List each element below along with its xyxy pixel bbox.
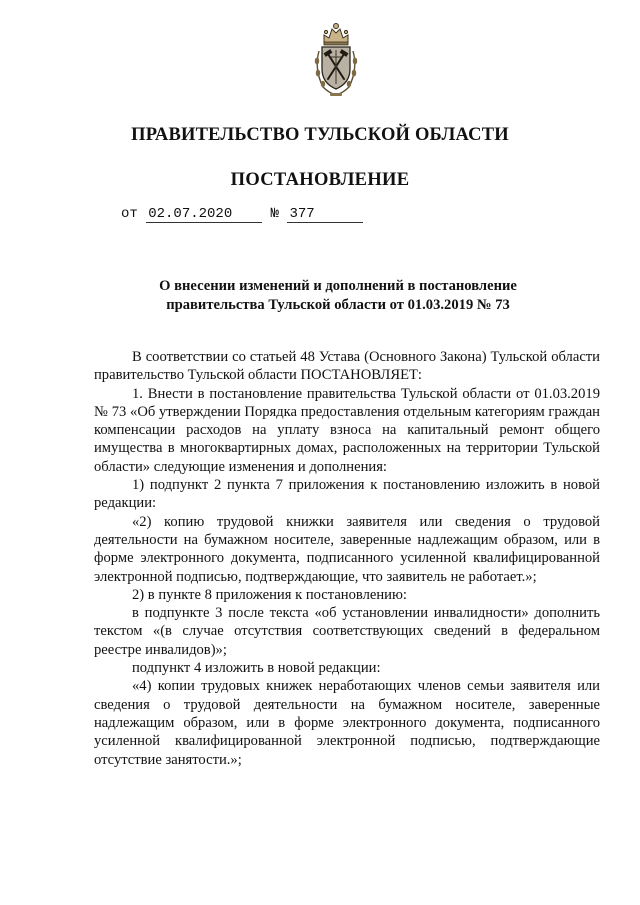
document-number: 377 — [287, 206, 363, 223]
paragraph: в подпункте 3 после текста «об установлении инвалидности» дополнить текстом «(в случае отсутствия соответствующих сведений в федеральном реестре инвалидов)»; — [94, 605, 600, 658]
date-prefix: от — [121, 206, 138, 222]
paragraph: 1) подпункт 2 пункта 7 приложения к постановлению изложить в новой редакции: — [94, 477, 600, 512]
subject-line-2: правительства Тульской области от 01.03.2019 № 73 — [166, 296, 510, 313]
paragraph: 1. Внести в постановление правительства Тульской области от 01.03.2019 № 73 «Об утверждении Порядка предоставления отдельным категориям граждан компенсации расходов на уплату взноса на капитальный ремонт общего имущества в многоквартирных домах, расположенных на территории Тульской области» следующие изменения и дополнения: — [94, 385, 600, 475]
document-type: ПОСТАНОВЛЕНИЕ — [230, 170, 410, 190]
subject-line-1: О внесении изменений и дополнений в постановление — [159, 278, 517, 294]
government-title: ПРАВИТЕЛЬСТВО ТУЛЬСКОЙ ОБЛАСТИ — [131, 125, 509, 145]
document-date: 02.07.2020 — [146, 206, 262, 223]
paragraph: 2) в пункте 8 приложения к постановлению: — [132, 586, 407, 603]
paragraph: «2) копию трудовой книжки заявителя или сведения о трудовой деятельности на бумажном носителе, заверенные надлежащим образом, или в форме электронного документа, подписанного усиленной квалифицированной электронной подписью, подтверждающие, что заявитель не работает.»; — [94, 513, 600, 585]
document-subject — [80, 277, 596, 314]
date-number-line — [121, 206, 363, 223]
coat-of-arms-icon — [311, 21, 361, 99]
number-prefix: № — [270, 206, 280, 222]
paragraph: «4) копии трудовых книжек неработающих членов семьи заявителя или сведения о трудовой деятельности на бумажном носителе, заверенные надлежащим образом, или в форме электронного документа, подписанного усиленной квалифицированной электронной подписью, подтверждающие отсутствие занятости.»; — [94, 678, 600, 768]
document-body — [94, 348, 600, 769]
paragraph: В соответствии со статьей 48 Устава (Основного Закона) Тульской области правительство Тульской области ПОСТАНОВЛЯЕТ: — [94, 349, 600, 384]
paragraph: подпункт 4 изложить в новой редакции: — [132, 660, 381, 677]
